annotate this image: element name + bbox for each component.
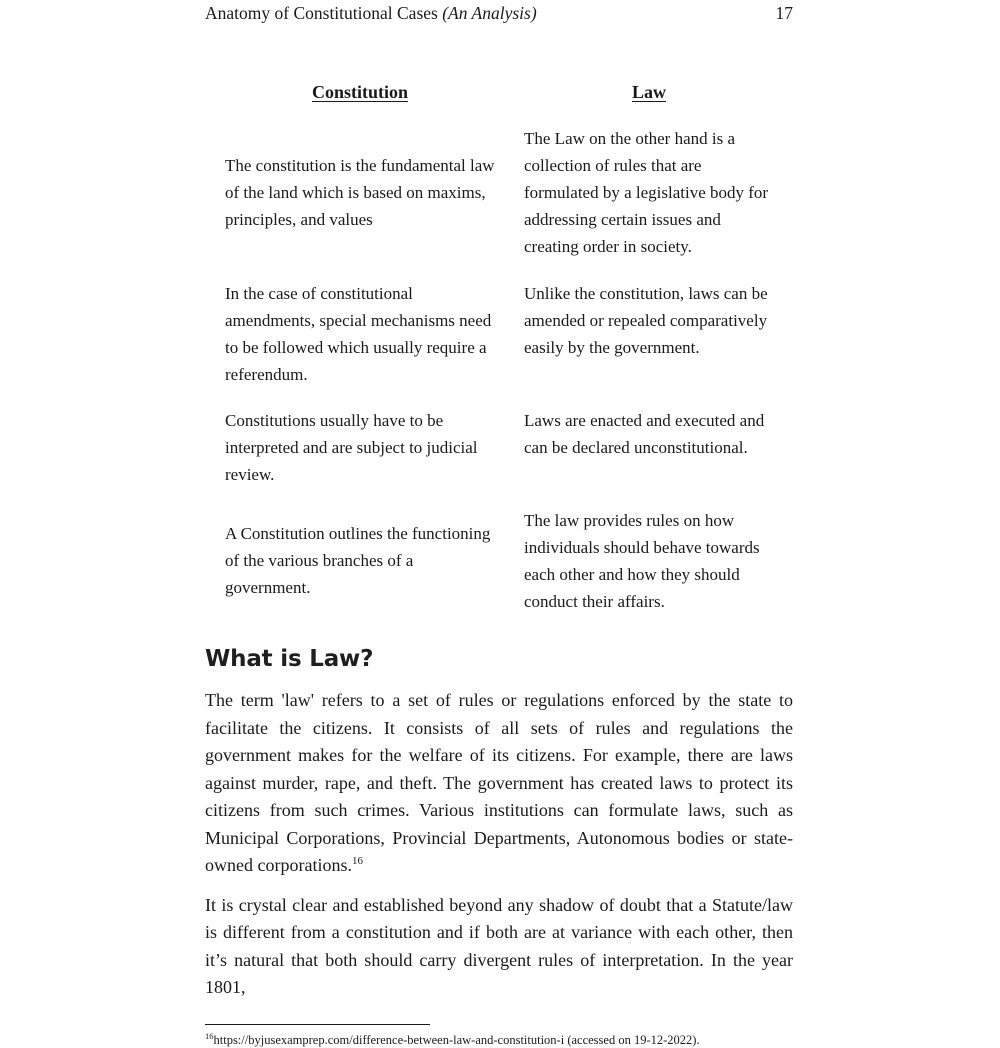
comparison-row xyxy=(205,407,793,488)
footnote-text: https://byjusexamprep.com/difference-between-law-and-constitution-i (accessed on 19-12-2022). xyxy=(213,1032,700,1047)
comparison-row xyxy=(205,125,793,260)
page-number: 17 xyxy=(775,3,793,23)
law-cell: The Law on the other hand is a collection of rules that are formulated by a legislative body for addressing certain issues and creating order in society. xyxy=(524,129,769,256)
footnote xyxy=(205,1032,793,1048)
comparison-row xyxy=(205,280,793,388)
column-header-constitution: Constitution xyxy=(311,82,409,102)
constitution-cell: A Constitution outlines the functioning of the various branches of a government. xyxy=(225,524,491,597)
paragraph-text: The term 'law' refers to a set of rules or regulations enforced by the state to facilitate the citizens. It consists of all sets of rules and regulations the government makes for the welfare of its citizens. For example, there are laws against murder, rape, and theft. The government has created laws to protect its citizens from such crimes. Various institutions can formulate laws, such as Municipal Corporations, Provincial Departments, Autonomous bodies or state-owned corporations. xyxy=(205,690,793,875)
footnote-reference: 16 xyxy=(351,855,363,867)
constitution-cell: The constitution is the fundamental law of the land which is based on maxims, principles, and values xyxy=(225,156,495,229)
comparison-headers xyxy=(205,82,793,103)
column-header-law: Law xyxy=(631,82,666,102)
constitution-cell: In the case of constitutional amendments, special mechanisms need to be followed which usually require a referendum. xyxy=(225,284,492,384)
section-heading: What is Law? xyxy=(205,646,374,672)
running-header-title xyxy=(205,2,537,24)
comparison-table xyxy=(205,82,793,615)
running-header-title-text: Anatomy of Constitutional Cases xyxy=(205,3,443,23)
body-paragraph: It is crystal clear and established beyond any shadow of doubt that a Statute/law is different from a constitution and if both are at variance with each other, then it’s natural that both should carry divergent rules of interpretation. In the year 1801, xyxy=(205,894,793,997)
comparison-row xyxy=(205,507,793,615)
running-header xyxy=(205,0,793,24)
body-paragraph xyxy=(205,687,793,880)
law-cell: Unlike the constitution, laws can be amended or repealed comparatively easily by the government. xyxy=(524,284,768,357)
constitution-cell: Constitutions usually have to be interpreted and are subject to judicial review. xyxy=(225,411,478,484)
running-header-title-italic: (An Analysis) xyxy=(442,3,537,23)
footnote-separator xyxy=(205,1024,430,1025)
law-cell: Laws are enacted and executed and can be declared unconstitutional. xyxy=(524,411,765,457)
law-cell: The law provides rules on how individuals should behave towards each other and how they should conduct their affairs. xyxy=(524,511,760,611)
footnote-marker: 16 xyxy=(205,1030,214,1041)
